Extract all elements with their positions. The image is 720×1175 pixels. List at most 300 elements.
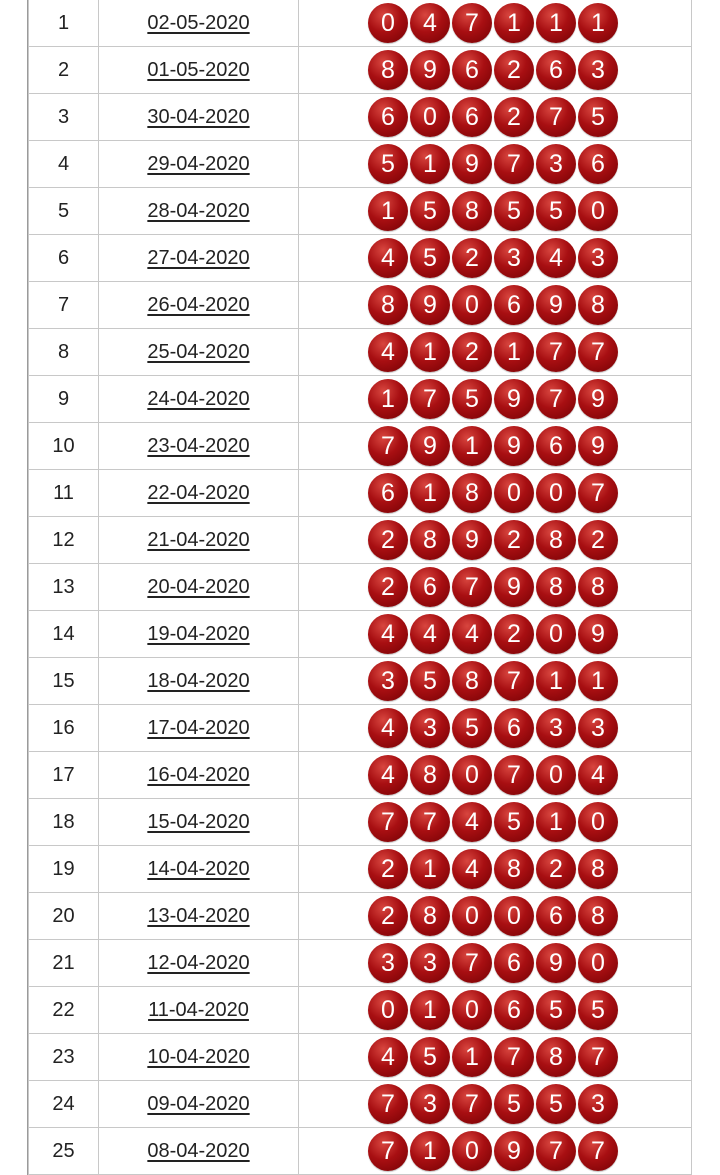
result-date-link[interactable]: 28-04-2020 xyxy=(147,199,250,222)
date-cell xyxy=(99,329,299,376)
digit-ball: 5 xyxy=(494,191,534,231)
table-row xyxy=(29,423,692,470)
digit-ball: 9 xyxy=(494,426,534,466)
digit-ball: 1 xyxy=(410,1131,450,1171)
table-row xyxy=(29,282,692,329)
digit-ball: 1 xyxy=(410,849,450,889)
row-number: 2 xyxy=(29,47,99,94)
digit-ball: 6 xyxy=(452,97,492,137)
row-number: 25 xyxy=(29,1128,99,1175)
digit-ball: 7 xyxy=(578,1037,618,1077)
digit-ball: 2 xyxy=(578,520,618,560)
result-digits-cell xyxy=(299,940,692,987)
digit-ball: 8 xyxy=(452,191,492,231)
digit-ball: 7 xyxy=(494,661,534,701)
digit-ball: 7 xyxy=(368,1084,408,1124)
digit-ball: 0 xyxy=(494,896,534,936)
digit-balls xyxy=(299,614,691,654)
digit-ball: 9 xyxy=(410,285,450,325)
digit-ball: 8 xyxy=(410,896,450,936)
digit-ball: 3 xyxy=(410,708,450,748)
digit-ball: 0 xyxy=(578,802,618,842)
digit-ball: 8 xyxy=(410,755,450,795)
digit-ball: 9 xyxy=(410,426,450,466)
row-number: 1 xyxy=(29,0,99,47)
digit-balls xyxy=(299,426,691,466)
result-digits-cell xyxy=(299,846,692,893)
digit-ball: 2 xyxy=(368,849,408,889)
row-number: 8 xyxy=(29,329,99,376)
digit-ball: 0 xyxy=(368,990,408,1030)
digit-ball: 1 xyxy=(578,3,618,43)
digit-ball: 1 xyxy=(578,661,618,701)
digit-balls xyxy=(299,379,691,419)
digit-ball: 7 xyxy=(452,567,492,607)
digit-ball: 7 xyxy=(410,379,450,419)
result-date-link[interactable]: 08-04-2020 xyxy=(147,1139,250,1162)
digit-ball: 9 xyxy=(452,144,492,184)
digit-ball: 8 xyxy=(368,285,408,325)
result-date-link[interactable]: 10-04-2020 xyxy=(147,1045,250,1068)
result-digits-cell xyxy=(299,329,692,376)
digit-ball: 8 xyxy=(578,285,618,325)
digit-ball: 7 xyxy=(536,332,576,372)
result-date-link[interactable]: 17-04-2020 xyxy=(147,716,250,739)
row-number: 14 xyxy=(29,611,99,658)
digit-ball: 8 xyxy=(452,473,492,513)
digit-ball: 8 xyxy=(536,520,576,560)
result-digits-cell xyxy=(299,893,692,940)
digit-balls xyxy=(299,50,691,90)
digit-ball: 8 xyxy=(536,1037,576,1077)
digit-ball: 6 xyxy=(494,943,534,983)
digit-ball: 9 xyxy=(494,567,534,607)
digit-ball: 7 xyxy=(578,473,618,513)
result-digits-cell xyxy=(299,799,692,846)
row-number: 19 xyxy=(29,846,99,893)
result-date-link[interactable]: 09-04-2020 xyxy=(147,1092,250,1115)
digit-ball: 1 xyxy=(536,661,576,701)
digit-balls xyxy=(299,3,691,43)
result-date-link[interactable]: 29-04-2020 xyxy=(147,152,250,175)
digit-ball: 9 xyxy=(578,426,618,466)
digit-balls xyxy=(299,285,691,325)
digit-ball: 7 xyxy=(410,802,450,842)
row-number: 7 xyxy=(29,282,99,329)
digit-ball: 8 xyxy=(494,849,534,889)
table-row xyxy=(29,611,692,658)
digit-balls xyxy=(299,896,691,936)
digit-ball: 9 xyxy=(578,379,618,419)
result-digits-cell xyxy=(299,705,692,752)
digit-ball: 3 xyxy=(578,1084,618,1124)
digit-ball: 0 xyxy=(368,3,408,43)
digit-ball: 3 xyxy=(410,1084,450,1124)
table-row xyxy=(29,1081,692,1128)
date-cell xyxy=(99,1128,299,1175)
digit-ball: 5 xyxy=(410,661,450,701)
digit-ball: 7 xyxy=(368,802,408,842)
result-digits-cell xyxy=(299,94,692,141)
digit-ball: 5 xyxy=(536,990,576,1030)
digit-ball: 0 xyxy=(536,755,576,795)
digit-ball: 9 xyxy=(536,285,576,325)
digit-ball: 6 xyxy=(536,896,576,936)
result-date-link[interactable]: 13-04-2020 xyxy=(147,904,250,927)
table-row xyxy=(29,564,692,611)
result-digits-cell xyxy=(299,282,692,329)
digit-ball: 4 xyxy=(452,614,492,654)
digit-ball: 6 xyxy=(494,708,534,748)
digit-ball: 7 xyxy=(368,426,408,466)
date-cell xyxy=(99,470,299,517)
date-cell xyxy=(99,0,299,47)
digit-ball: 7 xyxy=(368,1131,408,1171)
digit-balls xyxy=(299,755,691,795)
result-date-link[interactable]: 02-05-2020 xyxy=(147,11,250,34)
table-row xyxy=(29,752,692,799)
result-date-link[interactable]: 21-04-2020 xyxy=(147,528,250,551)
row-number: 10 xyxy=(29,423,99,470)
digit-ball: 0 xyxy=(536,473,576,513)
date-cell xyxy=(99,1034,299,1081)
digit-ball: 6 xyxy=(578,144,618,184)
digit-ball: 0 xyxy=(578,191,618,231)
digit-ball: 8 xyxy=(578,567,618,607)
table-row xyxy=(29,470,692,517)
result-digits-cell xyxy=(299,376,692,423)
result-digits-cell xyxy=(299,1128,692,1175)
date-cell xyxy=(99,705,299,752)
results-table xyxy=(28,0,692,1175)
result-digits-cell xyxy=(299,188,692,235)
digit-ball: 8 xyxy=(452,661,492,701)
digit-balls xyxy=(299,567,691,607)
date-cell xyxy=(99,799,299,846)
result-digits-cell xyxy=(299,611,692,658)
digit-ball: 2 xyxy=(494,97,534,137)
digit-ball: 1 xyxy=(410,473,450,513)
digit-ball: 0 xyxy=(452,990,492,1030)
digit-ball: 4 xyxy=(452,849,492,889)
digit-ball: 7 xyxy=(578,332,618,372)
digit-balls xyxy=(299,661,691,701)
date-cell xyxy=(99,987,299,1034)
date-cell xyxy=(99,1081,299,1128)
digit-ball: 5 xyxy=(410,238,450,278)
digit-balls xyxy=(299,1084,691,1124)
digit-ball: 1 xyxy=(452,426,492,466)
date-cell xyxy=(99,188,299,235)
digit-ball: 3 xyxy=(536,708,576,748)
table-row xyxy=(29,1128,692,1175)
row-number: 11 xyxy=(29,470,99,517)
result-date-link[interactable]: 22-04-2020 xyxy=(147,481,250,504)
row-number: 16 xyxy=(29,705,99,752)
digit-ball: 8 xyxy=(410,520,450,560)
result-date-link[interactable]: 14-04-2020 xyxy=(147,857,250,880)
digit-ball: 1 xyxy=(536,802,576,842)
date-cell xyxy=(99,282,299,329)
result-digits-cell xyxy=(299,1081,692,1128)
digit-ball: 9 xyxy=(494,1131,534,1171)
digit-balls xyxy=(299,520,691,560)
result-date-link[interactable]: 19-04-2020 xyxy=(147,622,250,645)
date-cell xyxy=(99,564,299,611)
digit-ball: 7 xyxy=(578,1131,618,1171)
digit-ball: 2 xyxy=(368,896,408,936)
digit-balls xyxy=(299,708,691,748)
table-row xyxy=(29,799,692,846)
digit-balls xyxy=(299,943,691,983)
row-number: 3 xyxy=(29,94,99,141)
digit-ball: 1 xyxy=(494,3,534,43)
digit-ball: 4 xyxy=(368,332,408,372)
table-row xyxy=(29,940,692,987)
digit-ball: 7 xyxy=(536,97,576,137)
digit-ball: 6 xyxy=(536,50,576,90)
result-digits-cell xyxy=(299,564,692,611)
digit-ball: 5 xyxy=(494,802,534,842)
digit-ball: 7 xyxy=(452,943,492,983)
row-number: 13 xyxy=(29,564,99,611)
digit-ball: 8 xyxy=(368,50,408,90)
date-cell xyxy=(99,940,299,987)
digit-ball: 5 xyxy=(494,1084,534,1124)
table-row xyxy=(29,0,692,47)
row-number: 21 xyxy=(29,940,99,987)
result-digits-cell xyxy=(299,141,692,188)
digit-ball: 5 xyxy=(536,1084,576,1124)
digit-ball: 1 xyxy=(410,332,450,372)
table-row xyxy=(29,893,692,940)
digit-ball: 6 xyxy=(368,473,408,513)
result-date-link[interactable]: 11-04-2020 xyxy=(148,998,249,1021)
digit-ball: 7 xyxy=(494,144,534,184)
table-row xyxy=(29,987,692,1034)
digit-ball: 0 xyxy=(536,614,576,654)
table-row xyxy=(29,329,692,376)
table-row xyxy=(29,846,692,893)
digit-balls xyxy=(299,191,691,231)
digit-ball: 4 xyxy=(410,3,450,43)
row-number: 9 xyxy=(29,376,99,423)
digit-ball: 4 xyxy=(368,755,408,795)
digit-ball: 4 xyxy=(410,614,450,654)
digit-balls xyxy=(299,849,691,889)
digit-balls xyxy=(299,332,691,372)
result-digits-cell xyxy=(299,752,692,799)
digit-ball: 5 xyxy=(578,990,618,1030)
result-digits-cell xyxy=(299,0,692,47)
digit-ball: 1 xyxy=(410,990,450,1030)
digit-ball: 5 xyxy=(368,144,408,184)
digit-ball: 4 xyxy=(368,614,408,654)
digit-ball: 5 xyxy=(452,379,492,419)
digit-ball: 9 xyxy=(410,50,450,90)
row-number: 17 xyxy=(29,752,99,799)
table-row xyxy=(29,94,692,141)
digit-ball: 7 xyxy=(494,1037,534,1077)
result-date-link[interactable]: 16-04-2020 xyxy=(147,763,250,786)
date-cell xyxy=(99,376,299,423)
digit-ball: 3 xyxy=(578,50,618,90)
digit-ball: 8 xyxy=(536,567,576,607)
digit-ball: 7 xyxy=(536,379,576,419)
digit-ball: 1 xyxy=(368,379,408,419)
date-cell xyxy=(99,611,299,658)
row-number: 18 xyxy=(29,799,99,846)
digit-ball: 8 xyxy=(578,849,618,889)
date-cell xyxy=(99,846,299,893)
digit-balls xyxy=(299,144,691,184)
row-number: 5 xyxy=(29,188,99,235)
digit-ball: 0 xyxy=(452,896,492,936)
result-digits-cell xyxy=(299,987,692,1034)
digit-ball: 1 xyxy=(368,191,408,231)
result-date-link[interactable]: 20-04-2020 xyxy=(147,575,250,598)
row-number: 22 xyxy=(29,987,99,1034)
digit-ball: 7 xyxy=(536,1131,576,1171)
table-row xyxy=(29,141,692,188)
result-digits-cell xyxy=(299,658,692,705)
digit-ball: 6 xyxy=(452,50,492,90)
digit-ball: 9 xyxy=(452,520,492,560)
table-row xyxy=(29,188,692,235)
digit-ball: 9 xyxy=(494,379,534,419)
digit-ball: 3 xyxy=(410,943,450,983)
digit-ball: 1 xyxy=(494,332,534,372)
digit-ball: 4 xyxy=(368,708,408,748)
digit-ball: 0 xyxy=(494,473,534,513)
result-date-link[interactable]: 25-04-2020 xyxy=(147,340,250,363)
result-date-link[interactable]: 18-04-2020 xyxy=(147,669,250,692)
digit-balls xyxy=(299,473,691,513)
result-digits-cell xyxy=(299,470,692,517)
row-number: 20 xyxy=(29,893,99,940)
date-cell xyxy=(99,94,299,141)
date-cell xyxy=(99,47,299,94)
date-cell xyxy=(99,423,299,470)
date-cell xyxy=(99,893,299,940)
digit-ball: 0 xyxy=(410,97,450,137)
digit-ball: 6 xyxy=(494,285,534,325)
digit-ball: 4 xyxy=(578,755,618,795)
digit-ball: 5 xyxy=(578,97,618,137)
digit-ball: 4 xyxy=(368,1037,408,1077)
digit-ball: 3 xyxy=(578,708,618,748)
digit-ball: 3 xyxy=(368,661,408,701)
date-cell xyxy=(99,658,299,705)
digit-balls xyxy=(299,238,691,278)
digit-ball: 9 xyxy=(536,943,576,983)
date-cell xyxy=(99,752,299,799)
row-number: 12 xyxy=(29,517,99,564)
digit-ball: 7 xyxy=(452,1084,492,1124)
digit-balls xyxy=(299,802,691,842)
digit-ball: 0 xyxy=(452,1131,492,1171)
digit-ball: 6 xyxy=(494,990,534,1030)
result-date-link[interactable]: 12-04-2020 xyxy=(147,951,250,974)
digit-balls xyxy=(299,990,691,1030)
result-date-link[interactable]: 15-04-2020 xyxy=(147,810,250,833)
digit-ball: 1 xyxy=(452,1037,492,1077)
digit-ball: 6 xyxy=(368,97,408,137)
digit-ball: 2 xyxy=(452,238,492,278)
table-row xyxy=(29,658,692,705)
digit-ball: 6 xyxy=(410,567,450,607)
row-number: 23 xyxy=(29,1034,99,1081)
digit-ball: 2 xyxy=(494,520,534,560)
row-number: 4 xyxy=(29,141,99,188)
digit-ball: 4 xyxy=(536,238,576,278)
digit-ball: 0 xyxy=(452,285,492,325)
digit-ball: 3 xyxy=(536,144,576,184)
digit-ball: 8 xyxy=(578,896,618,936)
table-row xyxy=(29,376,692,423)
digit-ball: 1 xyxy=(410,144,450,184)
table-row xyxy=(29,705,692,752)
date-cell xyxy=(99,141,299,188)
digit-ball: 5 xyxy=(410,191,450,231)
digit-ball: 7 xyxy=(452,3,492,43)
digit-ball: 7 xyxy=(494,755,534,795)
result-digits-cell xyxy=(299,423,692,470)
result-digits-cell xyxy=(299,1034,692,1081)
digit-ball: 2 xyxy=(494,614,534,654)
digit-ball: 3 xyxy=(494,238,534,278)
result-digits-cell xyxy=(299,235,692,282)
digit-balls xyxy=(299,1131,691,1171)
digit-balls xyxy=(299,97,691,137)
table-row xyxy=(29,235,692,282)
row-number: 6 xyxy=(29,235,99,282)
results-table-body xyxy=(29,0,692,1175)
digit-ball: 4 xyxy=(368,238,408,278)
result-digits-cell xyxy=(299,517,692,564)
result-date-link[interactable]: 30-04-2020 xyxy=(147,105,250,128)
result-date-link[interactable]: 01-05-2020 xyxy=(147,58,250,81)
result-date-link[interactable]: 27-04-2020 xyxy=(147,246,250,269)
digit-ball: 2 xyxy=(368,520,408,560)
row-number: 15 xyxy=(29,658,99,705)
digit-ball: 6 xyxy=(536,426,576,466)
date-cell xyxy=(99,517,299,564)
result-date-link[interactable]: 26-04-2020 xyxy=(147,293,250,316)
digit-ball: 2 xyxy=(452,332,492,372)
digit-ball: 2 xyxy=(368,567,408,607)
digit-balls xyxy=(299,1037,691,1077)
table-row xyxy=(29,517,692,564)
result-date-link[interactable]: 23-04-2020 xyxy=(147,434,250,457)
row-number: 24 xyxy=(29,1081,99,1128)
table-row xyxy=(29,1034,692,1081)
digit-ball: 2 xyxy=(536,849,576,889)
digit-ball: 4 xyxy=(452,802,492,842)
digit-ball: 0 xyxy=(578,943,618,983)
digit-ball: 1 xyxy=(536,3,576,43)
digit-ball: 2 xyxy=(494,50,534,90)
table-row xyxy=(29,47,692,94)
digit-ball: 0 xyxy=(452,755,492,795)
result-digits-cell xyxy=(299,47,692,94)
digit-ball: 5 xyxy=(452,708,492,748)
result-date-link[interactable]: 24-04-2020 xyxy=(147,387,250,410)
digit-ball: 5 xyxy=(410,1037,450,1077)
date-cell xyxy=(99,235,299,282)
digit-ball: 3 xyxy=(368,943,408,983)
digit-ball: 3 xyxy=(578,238,618,278)
